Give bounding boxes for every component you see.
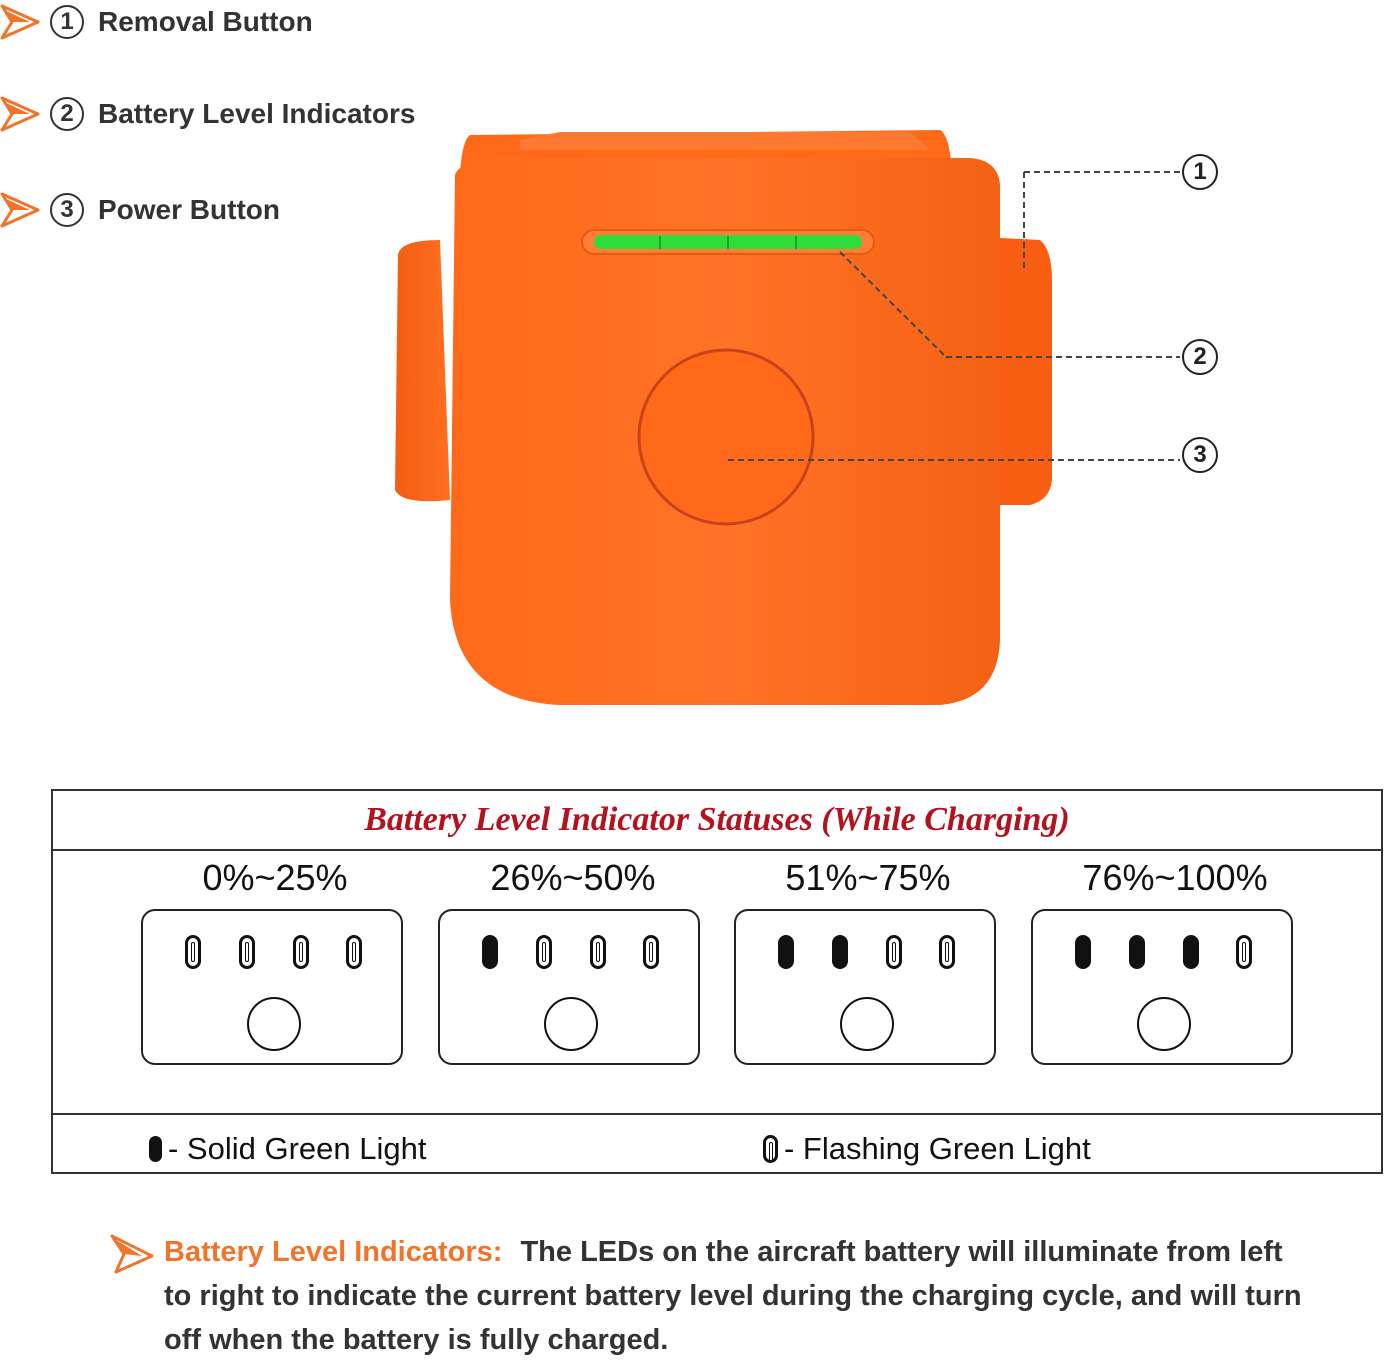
- table-title: Battery Level Indicator Statuses (While Charging): [53, 791, 1381, 851]
- note-heading: Battery Level Indicators:: [164, 1236, 503, 1268]
- key-solid-label: - Solid Green Light: [168, 1131, 427, 1166]
- range-label: 26%~50%: [490, 857, 656, 898]
- key-solid: [149, 1131, 426, 1167]
- legend-item-power-button: [0, 190, 280, 230]
- range-label: 51%~75%: [785, 857, 951, 898]
- power-button-symbol: [840, 997, 894, 1051]
- status-box: [438, 909, 700, 1065]
- power-button-symbol: [247, 997, 301, 1051]
- status-box: [141, 909, 403, 1065]
- flashing-led-icon: [590, 935, 606, 969]
- callout-3: 3: [1182, 437, 1218, 473]
- solid-led-icon: [1183, 935, 1199, 969]
- range-label: 76%~100%: [1082, 857, 1268, 898]
- orange-arrow-icon: [0, 190, 40, 230]
- solid-led-icon: [482, 935, 498, 969]
- number-badge: 2: [50, 97, 84, 131]
- callout-1: 1: [1182, 154, 1218, 190]
- legend-label: Battery Level Indicators: [98, 98, 416, 129]
- flashing-led-icon: [1236, 935, 1252, 969]
- legend-label: Removal Button: [98, 6, 313, 37]
- note-body: The LEDs on the aircraft battery will illuminate from left to right to indicate the current battery level during the charging cycle, and will turn off when the battery is fully charged.: [164, 1236, 1302, 1356]
- power-button-symbol: [1137, 997, 1191, 1051]
- flashing-led-icon: [536, 935, 552, 969]
- flashing-led-icon: [886, 935, 902, 969]
- power-button-symbol: [544, 997, 598, 1051]
- orange-arrow-icon: [110, 1230, 154, 1274]
- status-box: [734, 909, 996, 1065]
- removal-button-right: [1000, 238, 1052, 505]
- status-box: [1031, 909, 1293, 1065]
- solid-led-icon: [778, 935, 794, 969]
- battery-illustration: [380, 120, 1260, 720]
- solid-led-icon: [1075, 935, 1091, 969]
- flashing-led-icon: [239, 935, 255, 969]
- flashing-led-icon: [643, 935, 659, 969]
- key-flash: [763, 1131, 1091, 1167]
- power-button: [639, 350, 813, 524]
- solid-led-icon: [832, 935, 848, 969]
- flashing-led-icon: [185, 935, 201, 969]
- flashing-led-icon: [939, 935, 955, 969]
- number-badge: 1: [50, 5, 84, 39]
- removal-button-left: [395, 240, 450, 501]
- legend-label: Power Button: [98, 194, 280, 225]
- number-badge: 3: [50, 193, 84, 227]
- flashing-led-icon: [763, 1135, 778, 1163]
- key-flash-label: - Flashing Green Light: [784, 1131, 1091, 1166]
- flashing-led-icon: [346, 935, 362, 969]
- note-text: [164, 1230, 1314, 1362]
- status-table: [51, 789, 1383, 1174]
- solid-led-icon: [149, 1136, 162, 1162]
- range-label: 0%~25%: [202, 857, 348, 898]
- flashing-led-icon: [293, 935, 309, 969]
- legend-item-removal-button: [0, 2, 313, 42]
- orange-arrow-icon: [0, 2, 40, 42]
- callout-2: 2: [1182, 339, 1218, 375]
- solid-led-icon: [1129, 935, 1145, 969]
- legend-item-battery-level-indicators: [0, 94, 415, 134]
- orange-arrow-icon: [0, 94, 40, 134]
